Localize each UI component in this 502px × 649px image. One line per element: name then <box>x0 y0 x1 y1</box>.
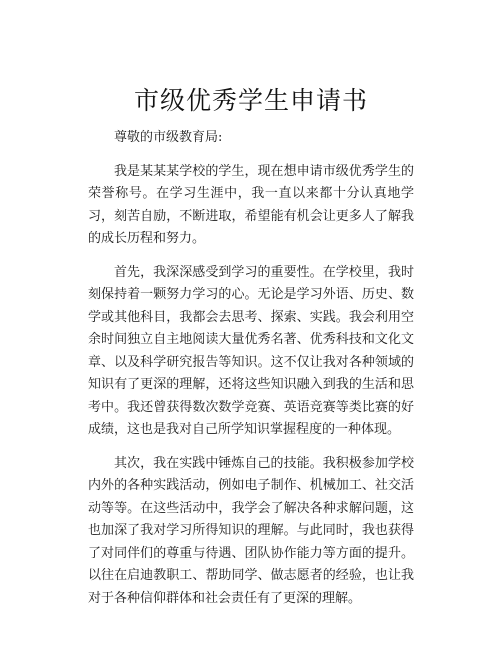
paragraph-intro: 我是某某某学校的学生，现在想申请市级优秀学生的荣誉称号。在学习生涯中，我一直以来都十分认真地学习，刻苦自励，不断进取，希望能有机会让更多人了解我的成长历程和努力。 <box>88 163 414 246</box>
paragraph-practice: 其次，我在实践中锤炼自己的技能。我积极参加学校内外的各种实践活动，例如电子制作、机械加工、社交活动等等。在这些活动中，我学会了解决各种求解问题，这也加深了我对学习所得知识的理解。与此同时，我也获得了对同伴们的尊重与待遇、团队协作能力等方面的提升。以往在启迪教职工、帮助同学、做志愿者的经验，也让我对于各种信仰群体和社会责任有了更深的理解。 <box>88 455 414 606</box>
salutation: 尊敬的市级教育局: <box>114 130 223 145</box>
paragraph-study: 首先，我深深感受到学习的重要性。在学校里，我时刻保持着一颗努力学习的心。无论是学习外语、历史、数学或其他科目，我都会去思考、探索、实践。我会利用空余时间独立自主地阅读大量优秀名著、优秀科技和文化文章、以及科学研究报告等知识。这不仅让我对各种领域的知识有了更深的理解，还将这些知识融入到我的生活和思考中。我还曾获得数次数学竞赛、英语竞赛等类比赛的好成绩，这也是我对自己所学知识掌握程度的一种体现。 <box>88 264 414 437</box>
document-body <box>88 127 414 621</box>
document-title: 市级优秀学生申请书 <box>133 86 368 115</box>
